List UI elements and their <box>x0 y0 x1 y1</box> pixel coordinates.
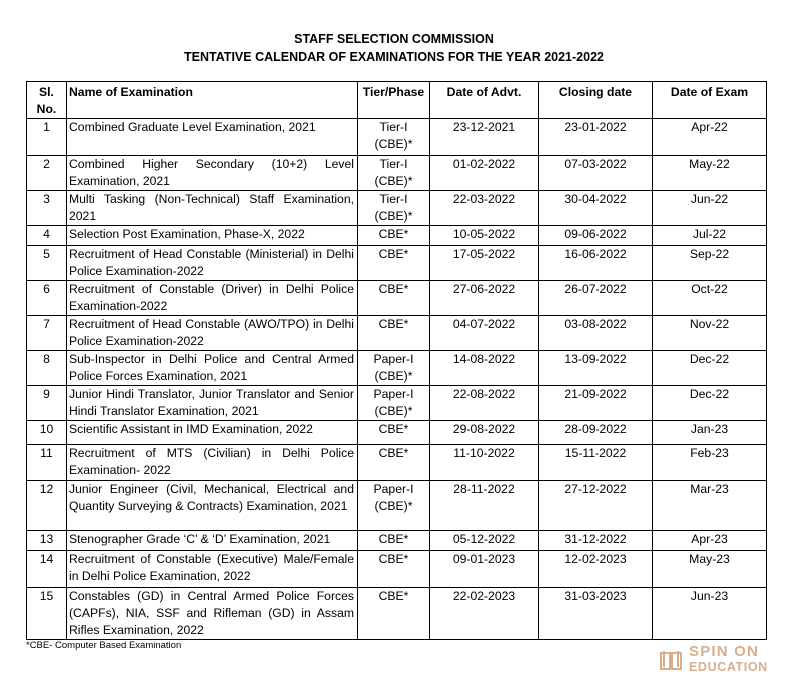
logo-text-line2: EDUCATION <box>689 660 768 674</box>
exam-name-cell: Junior Hindi Translator, Junior Translator and Senior Hindi Translator Examination, 2021 <box>67 386 358 421</box>
advt-date-cell: 17-05-2022 <box>430 246 539 281</box>
spin-on-education-logo <box>659 643 769 677</box>
sl-no-cell: 10 <box>27 421 67 445</box>
exam-date-cell: Mar-23 <box>653 481 767 531</box>
footnote: *CBE- Computer Based Examination <box>26 640 182 651</box>
tier-cell: CBE* <box>358 421 430 445</box>
page-title: STAFF SELECTION COMMISSION <box>294 32 494 46</box>
advt-date-cell: 10-05-2022 <box>430 226 539 246</box>
sl-no-cell: 8 <box>27 351 67 386</box>
sl-no-cell: 4 <box>27 226 67 246</box>
sl-no-cell: 15 <box>27 588 67 640</box>
exam-name-cell: Combined Higher Secondary (10+2) Level Examination, 2021 <box>67 156 358 191</box>
closing-date-cell: 15-11-2022 <box>539 445 653 481</box>
table-row <box>27 316 767 351</box>
table-row <box>27 281 767 316</box>
sl-no-cell: 6 <box>27 281 67 316</box>
closing-date-cell: 13-09-2022 <box>539 351 653 386</box>
exam-date-cell: Nov-22 <box>653 316 767 351</box>
exam-name-cell: Stenographer Grade ‘C’ & ‘D’ Examination, 2021 <box>67 531 358 551</box>
tier-cell: CBE* <box>358 246 430 281</box>
book-icon <box>659 648 683 672</box>
exam-date-cell: Apr-23 <box>653 531 767 551</box>
sl-no-cell: 13 <box>27 531 67 551</box>
sl-no-cell: 14 <box>27 551 67 588</box>
exam-name-cell: Sub-Inspector in Delhi Police and Central Armed Police Forces Examination, 2021 <box>67 351 358 386</box>
closing-date-cell: 03-08-2022 <box>539 316 653 351</box>
table-row <box>27 386 767 421</box>
sl-no-cell: 5 <box>27 246 67 281</box>
tier-cell: Tier-I (CBE)* <box>358 156 430 191</box>
advt-date-cell: 09-01-2023 <box>430 551 539 588</box>
closing-date-cell: 28-09-2022 <box>539 421 653 445</box>
column-header-advt-date: Date of Advt. <box>430 82 539 119</box>
column-header-closing-date: Closing date <box>539 82 653 119</box>
tier-cell: CBE* <box>358 445 430 481</box>
column-header-name: Name of Examination <box>67 82 358 119</box>
closing-date-cell: 23-01-2022 <box>539 119 653 156</box>
page-subtitle: TENTATIVE CALENDAR OF EXAMINATIONS FOR THE YEAR 2021-2022 <box>184 50 604 64</box>
tier-cell: Paper-I (CBE)* <box>358 481 430 531</box>
table-row <box>27 551 767 588</box>
exam-name-cell: Multi Tasking (Non-Technical) Staff Examination, 2021 <box>67 191 358 226</box>
tier-cell: CBE* <box>358 531 430 551</box>
exam-name-cell: Combined Graduate Level Examination, 2021 <box>67 119 358 156</box>
table-header-row <box>27 82 767 119</box>
tier-cell: Paper-I (CBE)* <box>358 351 430 386</box>
advt-date-cell: 22-02-2023 <box>430 588 539 640</box>
advt-date-cell: 05-12-2022 <box>430 531 539 551</box>
exam-name-cell: Recruitment of Constable (Executive) Male/Female in Delhi Police Examination, 2022 <box>67 551 358 588</box>
exam-date-cell: Feb-23 <box>653 445 767 481</box>
exam-name-cell: Recruitment of Head Constable (Ministerial) in Delhi Police Examination-2022 <box>67 246 358 281</box>
table-row <box>27 481 767 531</box>
sl-no-cell: 1 <box>27 119 67 156</box>
table-row <box>27 191 767 226</box>
exam-name-cell: Recruitment of MTS (Civilian) in Delhi Police Examination- 2022 <box>67 445 358 481</box>
exam-date-cell: Jun-23 <box>653 588 767 640</box>
closing-date-cell: 30-04-2022 <box>539 191 653 226</box>
exam-date-cell: Apr-22 <box>653 119 767 156</box>
closing-date-cell: 31-12-2022 <box>539 531 653 551</box>
exam-name-cell: Recruitment of Head Constable (AWO/TPO) in Delhi Police Examination-2022 <box>67 316 358 351</box>
exam-calendar-table <box>26 81 767 640</box>
exam-date-cell: May-22 <box>653 156 767 191</box>
closing-date-cell: 31-03-2023 <box>539 588 653 640</box>
exam-date-cell: Jul-22 <box>653 226 767 246</box>
sl-no-cell: 11 <box>27 445 67 481</box>
exam-date-cell: Oct-22 <box>653 281 767 316</box>
advt-date-cell: 22-08-2022 <box>430 386 539 421</box>
logo-text-line1: SPIN ON <box>689 643 760 660</box>
advt-date-cell: 11-10-2022 <box>430 445 539 481</box>
tier-cell: Tier-I (CBE)* <box>358 191 430 226</box>
advt-date-cell: 29-08-2022 <box>430 421 539 445</box>
tier-cell: CBE* <box>358 316 430 351</box>
table-row <box>27 351 767 386</box>
closing-date-cell: 26-07-2022 <box>539 281 653 316</box>
exam-date-cell: Jun-22 <box>653 191 767 226</box>
exam-name-cell: Junior Engineer (Civil, Mechanical, Electrical and Quantity Surveying & Contracts) Examination, 2021 <box>67 481 358 531</box>
tier-cell: CBE* <box>358 281 430 316</box>
advt-date-cell: 27-06-2022 <box>430 281 539 316</box>
advt-date-cell: 28-11-2022 <box>430 481 539 531</box>
tier-cell: Paper-I (CBE)* <box>358 386 430 421</box>
advt-date-cell: 23-12-2021 <box>430 119 539 156</box>
exam-name-cell: Recruitment of Constable (Driver) in Delhi Police Examination-2022 <box>67 281 358 316</box>
sl-no-cell: 7 <box>27 316 67 351</box>
column-header-exam-date: Date of Exam <box>653 82 767 119</box>
tier-cell: Tier-I (CBE)* <box>358 119 430 156</box>
exam-date-cell: Jan-23 <box>653 421 767 445</box>
table-row <box>27 119 767 156</box>
sl-no-cell: 12 <box>27 481 67 531</box>
exam-name-cell: Selection Post Examination, Phase-X, 2022 <box>67 226 358 246</box>
sl-no-cell: 3 <box>27 191 67 226</box>
sl-no-cell: 9 <box>27 386 67 421</box>
advt-date-cell: 22-03-2022 <box>430 191 539 226</box>
exam-date-cell: Dec-22 <box>653 386 767 421</box>
table-row <box>27 421 767 445</box>
tier-cell: CBE* <box>358 226 430 246</box>
table-row <box>27 531 767 551</box>
advt-date-cell: 04-07-2022 <box>430 316 539 351</box>
closing-date-cell: 27-12-2022 <box>539 481 653 531</box>
table-row <box>27 246 767 281</box>
table-row <box>27 445 767 481</box>
tier-cell: CBE* <box>358 551 430 588</box>
column-header-sl-no: Sl. No. <box>27 82 67 119</box>
exam-date-cell: May-23 <box>653 551 767 588</box>
closing-date-cell: 16-06-2022 <box>539 246 653 281</box>
exam-date-cell: Sep-22 <box>653 246 767 281</box>
table-row <box>27 226 767 246</box>
table-row <box>27 588 767 640</box>
advt-date-cell: 01-02-2022 <box>430 156 539 191</box>
exam-name-cell: Scientific Assistant in IMD Examination, 2022 <box>67 421 358 445</box>
closing-date-cell: 07-03-2022 <box>539 156 653 191</box>
closing-date-cell: 09-06-2022 <box>539 226 653 246</box>
exam-date-cell: Dec-22 <box>653 351 767 386</box>
column-header-tier: Tier/Phase <box>358 82 430 119</box>
exam-name-cell: Constables (GD) in Central Armed Police Forces (CAPFs), NIA, SSF and Rifleman (GD) in Assam Rifles Examination, 2022 <box>67 588 358 640</box>
closing-date-cell: 21-09-2022 <box>539 386 653 421</box>
sl-no-cell: 2 <box>27 156 67 191</box>
table-row <box>27 156 767 191</box>
advt-date-cell: 14-08-2022 <box>430 351 539 386</box>
tier-cell: CBE* <box>358 588 430 640</box>
closing-date-cell: 12-02-2023 <box>539 551 653 588</box>
